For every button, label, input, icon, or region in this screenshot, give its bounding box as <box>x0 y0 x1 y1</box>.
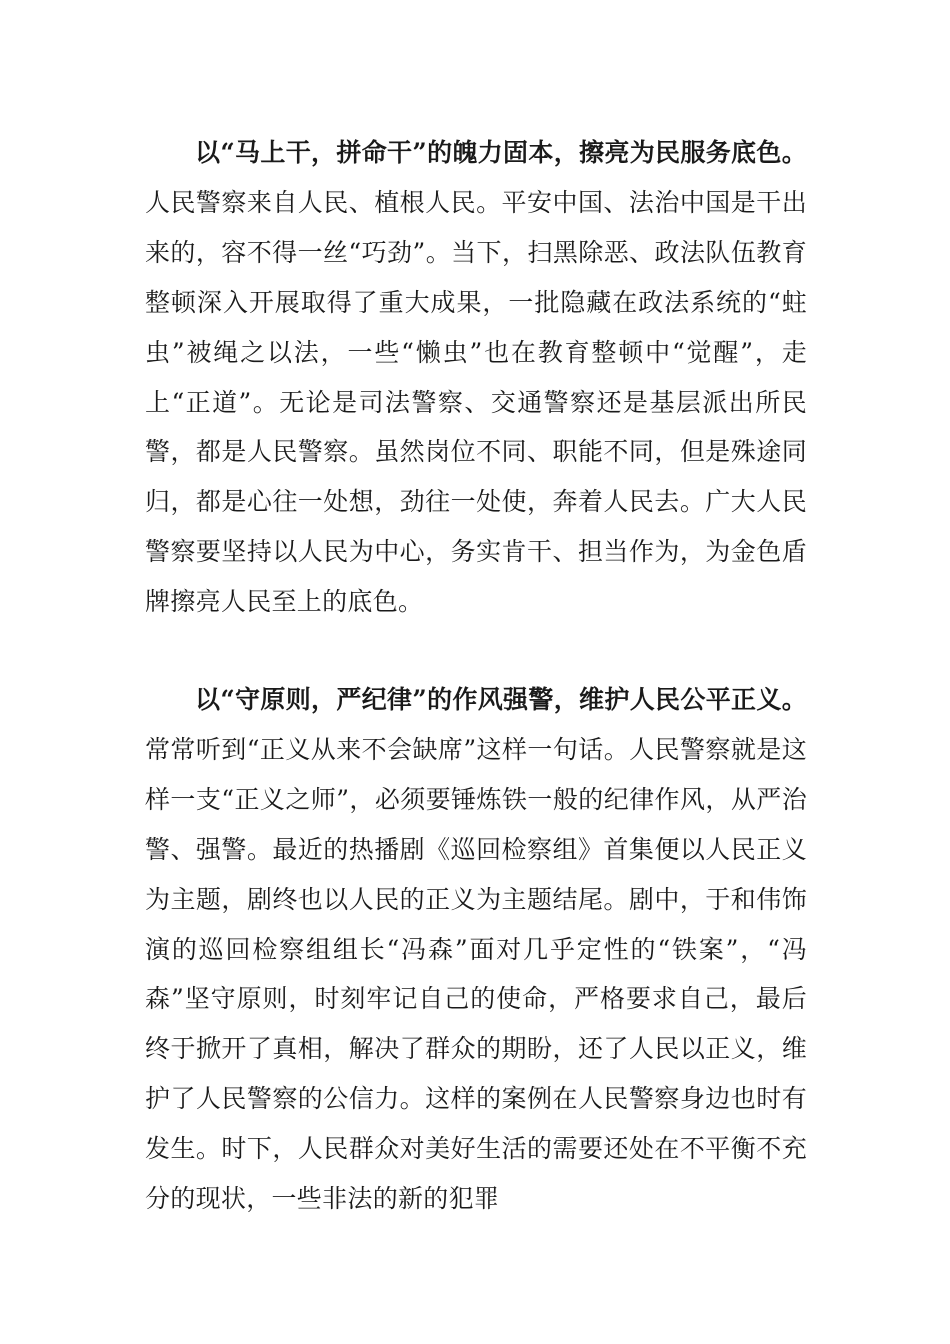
paragraph-1-body: 人民警察来自人民、植根人民。平安中国、法治中国是干出来的，容不得一丝“巧劲”。当下，扫黑除恶、政法队伍教育整顿深入开展取得了重大成果，一批隐藏在政法系统的“蛀虫”被绳之以法，一些“懒虫”也在教育整顿中“觉醒”，走上“正道”。无论是司法警察、交通警察还是基层派出所民警，都是人民警察。虽然岗位不同、职能不同，但是殊途同归，都是心往一处想，劲往一处使，奔着人民去。广大人民警察要坚持以人民为中心，务实肯干、担当作为，为金色盾牌擦亮人民至上的底色。 <box>145 187 807 617</box>
paragraph-2-lead: 以“守原则，严纪律”的作风强警，维护人民公平正义。 <box>195 685 807 714</box>
paragraph-2 <box>145 675 807 1224</box>
paragraph-1-lead: 以“马上干，拼命干”的魄力固本，擦亮为民服务底色。 <box>195 138 807 167</box>
paragraph-2-body: 常常听到“正义从来不会缺席”这样一句话。人民警察就是这样一支“正义之师”，必须要锤炼铁一般的纪律作风，从严治警、强警。最近的热播剧《巡回检察组》首集便以人民正义为主题，剧终也以人民的正义为主题结尾。剧中，于和伟饰演的巡回检察组组长“冯森”面对几乎定性的“铁案”，“冯森”坚守原则，时刻牢记自己的使命，严格要求自己，最后终于掀开了真相，解决了群众的期盼，还了人民以正义，维护了人民警察的公信力。这样的案例在人民警察身边也时有发生。时下，人民群众对美好生活的需要还处在不平衡不充分的现状，一些非法的新的犯罪 <box>145 734 807 1214</box>
paragraph-1 <box>145 128 807 627</box>
